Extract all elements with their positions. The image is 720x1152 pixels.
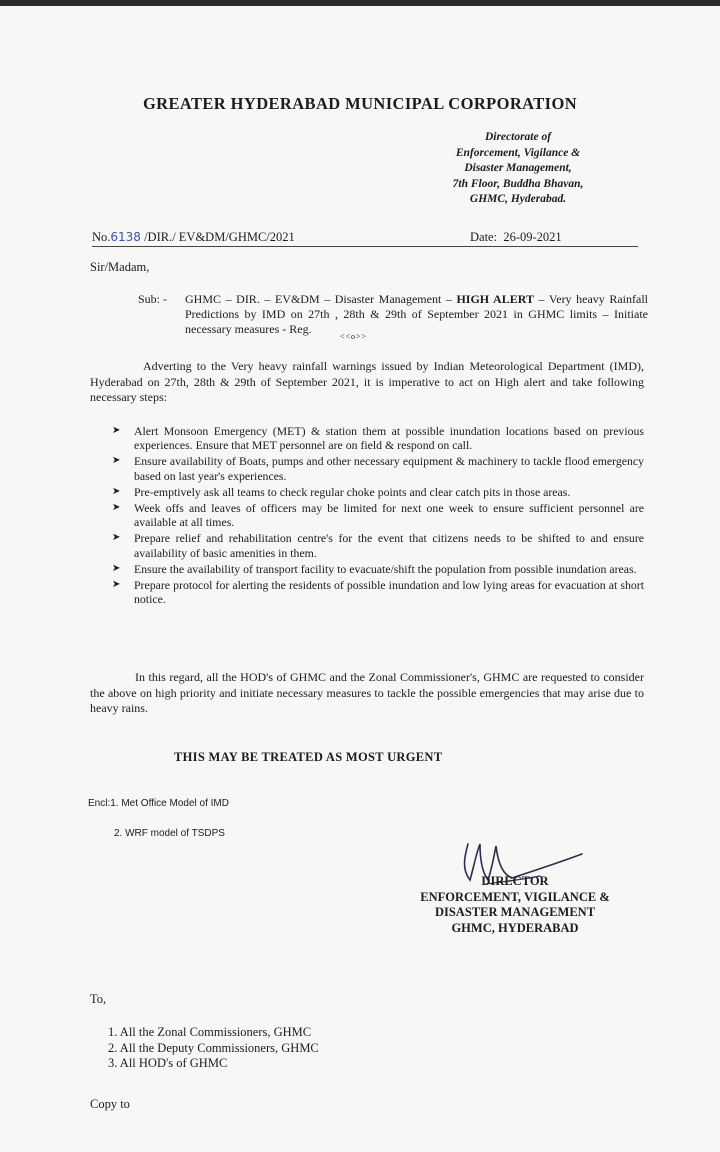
- list-item: 1. All the Zonal Commissioners, GHMC: [108, 1025, 312, 1039]
- directorate-line: Directorate of: [484, 131, 552, 143]
- salutation: Sir/Madam,: [90, 260, 150, 274]
- separator-mark: <<o>>: [340, 332, 368, 341]
- date-label: Date:: [470, 230, 498, 244]
- subject-block: [138, 292, 648, 337]
- letter-date: [470, 230, 562, 245]
- intro-paragraph: Adverting to the Very heavy rainfall warnings issued by Indian Meteorological Department (IMD), Hyderabad on 27th, 28th & 29th of September 2021, it is imperative to act on High alert and take following necessary steps:: [90, 359, 644, 404]
- arrow-bullet-icon: ➤: [112, 425, 121, 436]
- subject-highlight: HIGH ALERT: [456, 292, 534, 306]
- signatory-block: [380, 874, 650, 936]
- reference-number: [92, 230, 295, 245]
- closing-paragraph: In this regard, all the HOD's of GHMC and the Zonal Commissioner's, GHMC are requested to consider the above on high priority and initiate necessary measures to tackle the possible emergencies that may arise due to heavy rains.: [90, 670, 644, 715]
- list-item: [112, 454, 644, 482]
- arrow-bullet-icon: ➤: [112, 455, 121, 467]
- organization-title: GREATER HYDERABAD MUNICIPAL CORPORATION: [142, 94, 578, 113]
- enclosure-item: 2. WRF model of TSDPS: [114, 828, 225, 839]
- step-text: Alert Monsoon Emergency (MET) & station them at possible inundation locations based on previous experiences. Ensure that MET personnel are on field & respond on call.: [134, 424, 644, 453]
- list-item: [112, 531, 644, 559]
- step-text: Pre-emptively ask all teams to check regular choke points and clear catch pits in those areas.: [134, 484, 571, 499]
- steps-list: [112, 424, 644, 608]
- subject-rest: – Very heavy Rainfall Predictions by IMD on 27th , 28th & 29th of September 2021 in GHMC limits – Initiate necessary measures - Reg.: [185, 292, 649, 336]
- step-text: Ensure availability of Boats, pumps and other necessary equipment & machinery to tackle flood emergency based on last year's experiences.: [134, 454, 644, 483]
- step-text: Prepare relief and rehabilitation centre's for the event that citizens needs to be shifted to and ensure availability of basic amenities in them.: [134, 531, 644, 560]
- enclosure-item: Encl:1. Met Office Model of IMD: [88, 798, 229, 809]
- arrow-bullet-icon: ➤: [112, 502, 121, 514]
- list-item: [112, 424, 644, 452]
- arrow-bullet-icon: ➤: [112, 562, 121, 574]
- step-text: Ensure the availability of transport facility to evacuate/shift the population from possible inundation areas.: [134, 561, 637, 576]
- arrow-bullet-icon: ➤: [112, 532, 121, 544]
- signatory-line: ENFORCEMENT, VIGILANCE &: [420, 889, 610, 904]
- date-value: 26-09-2021: [503, 230, 562, 244]
- handwritten-number: 6138: [110, 230, 141, 244]
- subject-text: [185, 292, 648, 337]
- reference-line: [92, 228, 638, 247]
- arrow-bullet-icon: ➤: [112, 579, 121, 591]
- list-item: [112, 578, 644, 606]
- subject-lead: GHMC – DIR. – EV&DM – Disaster Management –: [185, 292, 452, 306]
- list-item: 2. All the Deputy Commissioners, GHMC: [108, 1040, 319, 1055]
- list-item: [112, 501, 644, 529]
- step-text: Prepare protocol for alerting the residents of possible inundation and low lying areas for evacuation at short notice.: [134, 578, 644, 607]
- subject-label: Sub: -: [138, 292, 168, 306]
- arrow-bullet-icon: ➤: [112, 485, 121, 497]
- directorate-line: GHMC, Hyderabad.: [469, 193, 567, 205]
- signatory-line: GHMC, HYDERABAD: [451, 920, 579, 935]
- reference-suffix: /DIR./ EV&DM/GHMC/2021: [140, 230, 295, 244]
- copy-to-label: Copy to: [90, 1097, 130, 1111]
- directorate-line: Disaster Management,: [464, 162, 572, 174]
- recipients-list: [108, 1025, 319, 1072]
- signatory-title: DIRECTOR: [481, 874, 549, 888]
- directorate-line: Enforcement, Vigilance &: [455, 146, 581, 159]
- list-item: 3. All HOD's of GHMC: [108, 1056, 228, 1070]
- to-label: To,: [90, 992, 107, 1006]
- urgent-notice: THIS MAY BE TREATED AS MOST URGENT: [174, 750, 443, 764]
- reference-prefix: No.: [92, 230, 111, 244]
- list-item: [112, 485, 644, 499]
- step-text: Week offs and leaves of officers may be limited for next one week to ensure sufficient personnel are available at all times.: [134, 501, 644, 530]
- directorate-line: 7th Floor, Buddha Bhavan,: [452, 177, 584, 190]
- signatory-line: DISASTER MANAGEMENT: [434, 905, 596, 919]
- directorate-address: [408, 130, 628, 208]
- list-item: [112, 562, 644, 576]
- top-edge-bar: [0, 0, 720, 6]
